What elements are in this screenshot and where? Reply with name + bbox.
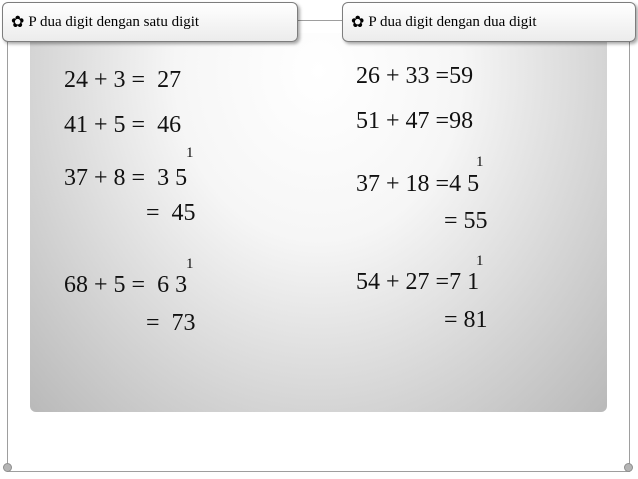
carry-digit: 1 — [186, 256, 194, 272]
equation-result: = 73 — [146, 310, 196, 336]
equation: 37 + 8 = 3 5 — [64, 165, 188, 191]
tab-satu-digit[interactable] — [2, 2, 298, 42]
equation: 37 + 18 =4 5 — [356, 171, 480, 197]
carry-digit: 1 — [476, 253, 484, 269]
gear-icon: ✿ — [11, 14, 25, 31]
carry-digit: 1 — [186, 145, 194, 161]
equation: 41 + 5 = 46 — [64, 112, 182, 138]
equation-result: = 45 — [146, 200, 196, 226]
equation: 26 + 33 =59 — [356, 63, 474, 89]
tab-label: P dua digit dengan satu digit — [28, 13, 200, 30]
equation: 68 + 5 = 6 3 — [64, 272, 188, 298]
carry-digit: 1 — [476, 154, 484, 170]
equation-result: = 81 — [444, 307, 488, 333]
equation: 51 + 47 =98 — [356, 108, 474, 134]
gear-icon: ✿ — [351, 14, 365, 31]
equation: 24 + 3 = 27 — [64, 67, 182, 93]
tab-dua-digit[interactable] — [342, 2, 636, 42]
frame-corner-dot — [624, 463, 633, 472]
frame-corner-dot — [3, 463, 12, 472]
equation: 54 + 27 =7 1 — [356, 269, 480, 295]
equation-result: = 55 — [444, 208, 488, 234]
tab-label: P dua digit dengan dua digit — [368, 13, 537, 30]
